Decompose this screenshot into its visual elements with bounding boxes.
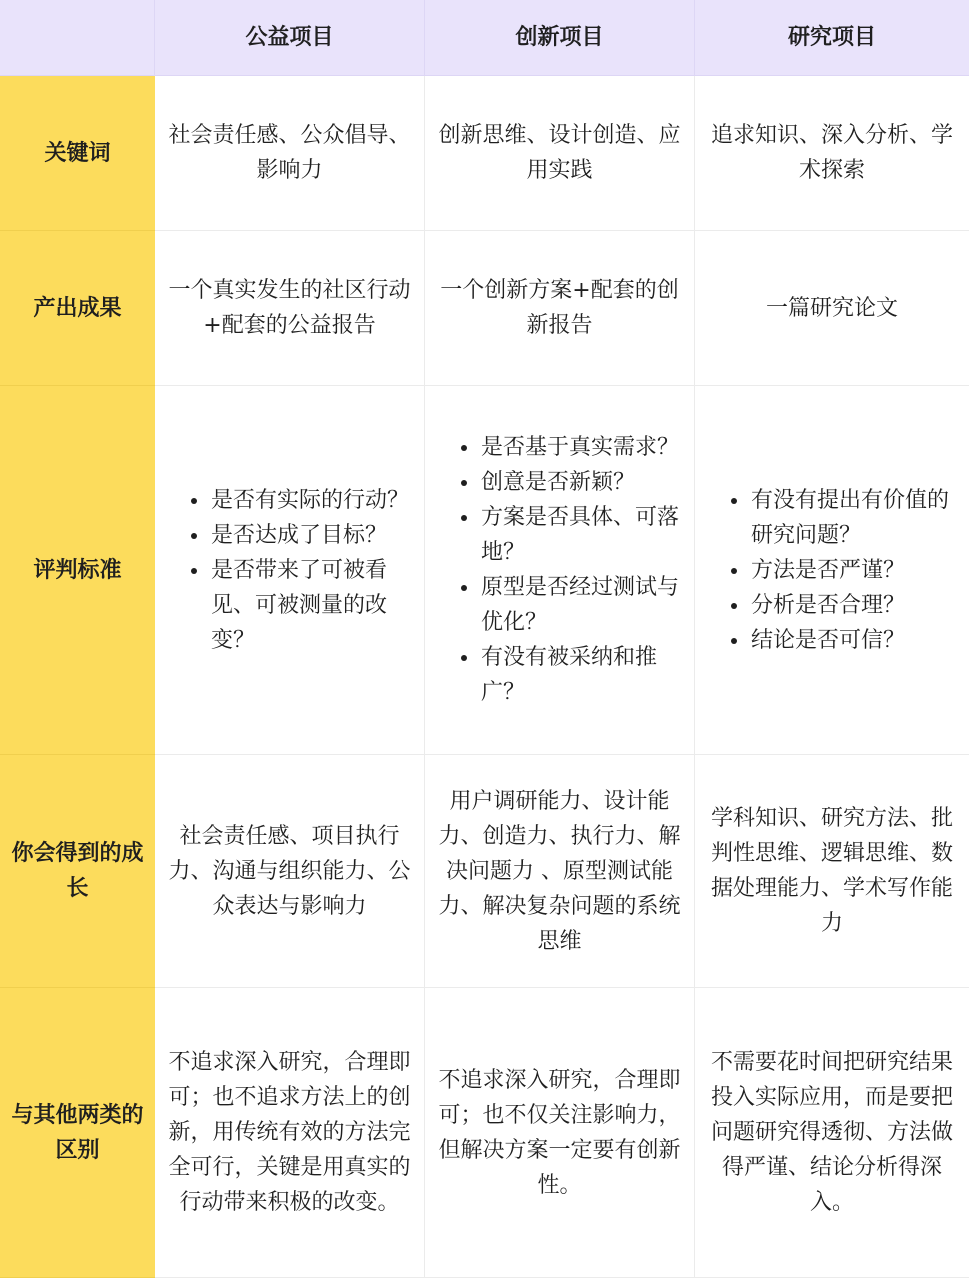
- cell-text: 一个真实发生的社区行动+配套的公益报告: [168, 278, 411, 338]
- cell-text: 创新思维、设计创造、应用实践: [438, 123, 681, 183]
- differences-research: [695, 988, 969, 1278]
- cell-text: 学科知识、研究方法、批判性思维、逻辑思维、数据处理能力、学术写作能力: [710, 806, 953, 936]
- row-label-criteria: 评判标准: [0, 386, 155, 755]
- row-label-outputs: 产出成果: [0, 231, 155, 386]
- cell-text: 社会责任感、项目执行力、沟通与组织能力、公众表达与影响力: [168, 823, 411, 919]
- criteria-item: 有没有提出有价值的研究问题？: [727, 483, 955, 553]
- criteria-item: 方法是否严谨？: [727, 553, 955, 588]
- criteria-innovation: [425, 386, 695, 755]
- criteria-list: [703, 483, 961, 658]
- cell-text: 追求知识、深入分析、学术探索: [710, 123, 953, 183]
- criteria-list: [433, 430, 686, 710]
- outputs-innovation: [425, 231, 695, 386]
- criteria-item: 是否基于真实需求？: [457, 430, 680, 465]
- row-label-growth: 你会得到的成长: [0, 755, 155, 988]
- criteria-item: 原型是否经过测试与优化？: [457, 570, 680, 640]
- outputs-research: [695, 231, 969, 386]
- criteria-item: 创意是否新颖？: [457, 465, 680, 500]
- keywords-public-welfare: [155, 76, 425, 231]
- keywords-innovation: [425, 76, 695, 231]
- differences-public-welfare: [155, 988, 425, 1278]
- column-header-research: 研究项目: [695, 0, 969, 76]
- criteria-research: [695, 386, 969, 755]
- criteria-item: 结论是否可信？: [727, 623, 955, 658]
- criteria-item: 是否有实际的行动？: [187, 483, 410, 518]
- row-label-keywords: 关键词: [0, 76, 155, 231]
- keywords-research: [695, 76, 969, 231]
- row-label-differences: 与其他两类的区别: [0, 988, 155, 1278]
- criteria-list: [163, 483, 416, 658]
- cell-text: 社会责任感、公众倡导、影响力: [168, 123, 411, 183]
- growth-public-welfare: [155, 755, 425, 988]
- differences-innovation: [425, 988, 695, 1278]
- cell-text: 不需要花时间把研究结果投入实际应用，而是要把问题研究得透彻、方法做得严谨、结论分析得深入。: [710, 1050, 953, 1215]
- cell-text: 不追求深入研究，合理即可；也不仅关注影响力，但解决方案一定要有创新性。: [438, 1067, 681, 1198]
- criteria-item: 是否达成了目标？: [187, 518, 410, 553]
- growth-research: [695, 755, 969, 988]
- cell-text: 不追求深入研究，合理即可；也不追求方法上的创新，用传统有效的方法完全可行，关键是用真实的行动带来积极的改变。: [168, 1050, 411, 1215]
- cell-text: 一个创新方案+配套的创新报告: [440, 278, 679, 338]
- criteria-item: 有没有被采纳和推广？: [457, 640, 680, 710]
- outputs-public-welfare: [155, 231, 425, 386]
- header-corner: [0, 0, 155, 76]
- cell-text: 用户调研能力、设计能力、创造力、执行力、解决问题力 、原型测试能力、解决复杂问题的系统思维: [438, 788, 681, 954]
- growth-innovation: [425, 755, 695, 988]
- criteria-item: 分析是否合理？: [727, 588, 955, 623]
- criteria-item: 方案是否具体、可落地？: [457, 500, 680, 570]
- criteria-item: 是否带来了可被看见、可被测量的改变？: [187, 553, 410, 658]
- column-header-public-welfare: 公益项目: [155, 0, 425, 76]
- cell-text: 一篇研究论文: [765, 295, 898, 321]
- criteria-public-welfare: [155, 386, 425, 755]
- column-header-innovation: 创新项目: [425, 0, 695, 76]
